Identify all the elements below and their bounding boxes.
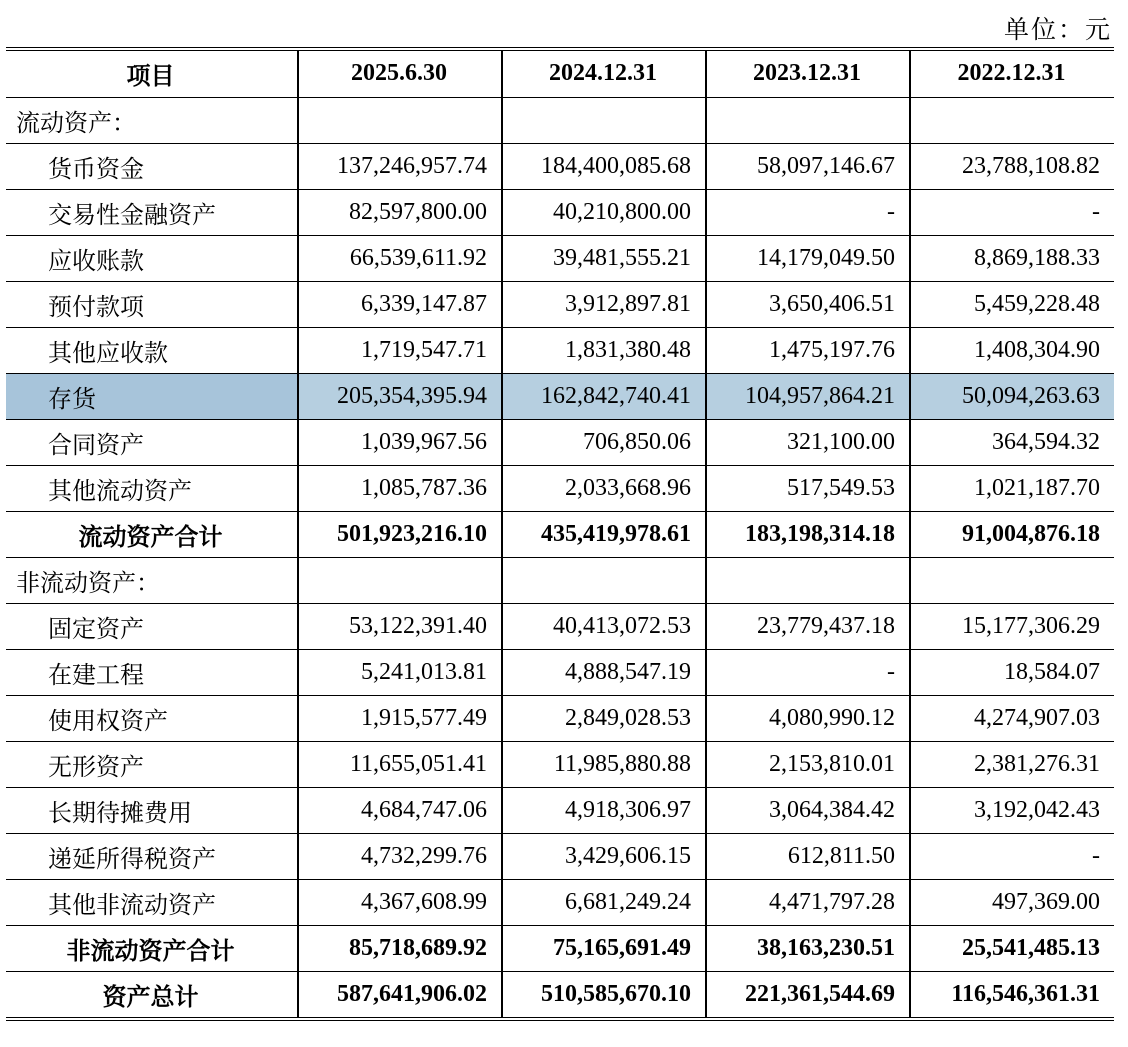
section-row bbox=[6, 557, 1114, 603]
cell-value: 2,849,028.53 bbox=[502, 695, 706, 741]
cell-value: 137,246,957.74 bbox=[298, 143, 502, 189]
cell-value: 75,165,691.49 bbox=[502, 925, 706, 971]
cell-value: 1,039,967.56 bbox=[298, 419, 502, 465]
cell-value: 1,475,197.76 bbox=[706, 327, 910, 373]
cell-value: 66,539,611.92 bbox=[298, 235, 502, 281]
table-body bbox=[6, 97, 1114, 1017]
cell-value: 18,584.07 bbox=[910, 649, 1114, 695]
table-row bbox=[6, 787, 1114, 833]
header-period: 2025.6.30 bbox=[298, 51, 502, 97]
cell-value: 3,650,406.51 bbox=[706, 281, 910, 327]
cell-value: 612,811.50 bbox=[706, 833, 910, 879]
cell-value: 1,021,187.70 bbox=[910, 465, 1114, 511]
cell-value: 510,585,670.10 bbox=[502, 971, 706, 1017]
cell-value: 3,912,897.81 bbox=[502, 281, 706, 327]
cell-value: - bbox=[706, 649, 910, 695]
row-label: 货币资金 bbox=[6, 143, 298, 189]
cell-value: 6,339,147.87 bbox=[298, 281, 502, 327]
cell-value: 5,459,228.48 bbox=[910, 281, 1114, 327]
header-period: 2022.12.31 bbox=[910, 51, 1114, 97]
cell-value: 38,163,230.51 bbox=[706, 925, 910, 971]
row-label: 应收账款 bbox=[6, 235, 298, 281]
row-label: 固定资产 bbox=[6, 603, 298, 649]
cell-value bbox=[502, 97, 706, 143]
cell-value: 435,419,978.61 bbox=[502, 511, 706, 557]
cell-value: 3,064,384.42 bbox=[706, 787, 910, 833]
row-label: 在建工程 bbox=[6, 649, 298, 695]
cell-value: 2,153,810.01 bbox=[706, 741, 910, 787]
cell-value: 1,831,380.48 bbox=[502, 327, 706, 373]
row-label: 合同资产 bbox=[6, 419, 298, 465]
cell-value: 14,179,049.50 bbox=[706, 235, 910, 281]
row-label: 长期待摊费用 bbox=[6, 787, 298, 833]
cell-value: 11,985,880.88 bbox=[502, 741, 706, 787]
table-row bbox=[6, 649, 1114, 695]
cell-value: 1,915,577.49 bbox=[298, 695, 502, 741]
table-row bbox=[6, 695, 1114, 741]
table-row bbox=[6, 741, 1114, 787]
cell-value bbox=[502, 557, 706, 603]
cell-value: 4,471,797.28 bbox=[706, 879, 910, 925]
row-label: 资产总计 bbox=[6, 971, 298, 1017]
cell-value: 517,549.53 bbox=[706, 465, 910, 511]
cell-value: 4,732,299.76 bbox=[298, 833, 502, 879]
cell-value: 23,788,108.82 bbox=[910, 143, 1114, 189]
cell-value: 205,354,395.94 bbox=[298, 373, 502, 419]
table-row bbox=[6, 235, 1114, 281]
header-period: 2023.12.31 bbox=[706, 51, 910, 97]
table-row bbox=[6, 143, 1114, 189]
cell-value: - bbox=[910, 833, 1114, 879]
cell-value bbox=[910, 97, 1114, 143]
cell-value: 4,274,907.03 bbox=[910, 695, 1114, 741]
cell-value: 8,869,188.33 bbox=[910, 235, 1114, 281]
balance-sheet-table-wrapper bbox=[6, 47, 1114, 1021]
table-row bbox=[6, 419, 1114, 465]
balance-sheet-table bbox=[6, 51, 1114, 1017]
header-period: 2024.12.31 bbox=[502, 51, 706, 97]
cell-value: 501,923,216.10 bbox=[298, 511, 502, 557]
row-label: 无形资产 bbox=[6, 741, 298, 787]
cell-value: 162,842,740.41 bbox=[502, 373, 706, 419]
row-label: 预付款项 bbox=[6, 281, 298, 327]
header-row bbox=[6, 51, 1114, 97]
cell-value: 706,850.06 bbox=[502, 419, 706, 465]
cell-value: 4,684,747.06 bbox=[298, 787, 502, 833]
cell-value: 23,779,437.18 bbox=[706, 603, 910, 649]
row-label: 存货 bbox=[6, 373, 298, 419]
cell-value: 4,367,608.99 bbox=[298, 879, 502, 925]
total-row bbox=[6, 511, 1114, 557]
section-row bbox=[6, 97, 1114, 143]
cell-value: 5,241,013.81 bbox=[298, 649, 502, 695]
cell-value bbox=[706, 557, 910, 603]
cell-value: 1,085,787.36 bbox=[298, 465, 502, 511]
cell-value: 58,097,146.67 bbox=[706, 143, 910, 189]
table-row bbox=[6, 327, 1114, 373]
cell-value: - bbox=[706, 189, 910, 235]
cell-value bbox=[706, 97, 910, 143]
cell-value: 15,177,306.29 bbox=[910, 603, 1114, 649]
header-item: 项目 bbox=[126, 64, 175, 91]
cell-value: 53,122,391.40 bbox=[298, 603, 502, 649]
cell-value: 4,080,990.12 bbox=[706, 695, 910, 741]
cell-value bbox=[910, 557, 1114, 603]
table-row bbox=[6, 833, 1114, 879]
cell-value: 1,719,547.71 bbox=[298, 327, 502, 373]
row-label: 流动资产： bbox=[6, 97, 298, 143]
cell-value: 321,100.00 bbox=[706, 419, 910, 465]
row-label: 流动资产合计 bbox=[6, 511, 298, 557]
cell-value: 116,546,361.31 bbox=[910, 971, 1114, 1017]
cell-value: 3,429,606.15 bbox=[502, 833, 706, 879]
cell-value: 39,481,555.21 bbox=[502, 235, 706, 281]
table-row bbox=[6, 465, 1114, 511]
cell-value: 183,198,314.18 bbox=[706, 511, 910, 557]
cell-value: 497,369.00 bbox=[910, 879, 1114, 925]
cell-value bbox=[298, 557, 502, 603]
row-label: 使用权资产 bbox=[6, 695, 298, 741]
table-row bbox=[6, 281, 1114, 327]
cell-value: 364,594.32 bbox=[910, 419, 1114, 465]
row-label: 交易性金融资产 bbox=[6, 189, 298, 235]
total-row bbox=[6, 925, 1114, 971]
cell-value: 104,957,864.21 bbox=[706, 373, 910, 419]
table-row bbox=[6, 189, 1114, 235]
row-label: 非流动资产合计 bbox=[6, 925, 298, 971]
cell-value: 25,541,485.13 bbox=[910, 925, 1114, 971]
table-row bbox=[6, 603, 1114, 649]
cell-value: 184,400,085.68 bbox=[502, 143, 706, 189]
row-label: 其他非流动资产 bbox=[6, 879, 298, 925]
row-label: 其他应收款 bbox=[6, 327, 298, 373]
cell-value: 11,655,051.41 bbox=[298, 741, 502, 787]
total-row bbox=[6, 971, 1114, 1017]
cell-value: 2,033,668.96 bbox=[502, 465, 706, 511]
cell-value: 82,597,800.00 bbox=[298, 189, 502, 235]
cell-value: 3,192,042.43 bbox=[910, 787, 1114, 833]
cell-value: - bbox=[910, 189, 1114, 235]
table-row bbox=[6, 879, 1114, 925]
cell-value: 91,004,876.18 bbox=[910, 511, 1114, 557]
table-row bbox=[6, 373, 1114, 419]
cell-value: 4,888,547.19 bbox=[502, 649, 706, 695]
cell-value: 1,408,304.90 bbox=[910, 327, 1114, 373]
cell-value: 6,681,249.24 bbox=[502, 879, 706, 925]
cell-value: 40,413,072.53 bbox=[502, 603, 706, 649]
cell-value: 4,918,306.97 bbox=[502, 787, 706, 833]
cell-value: 50,094,263.63 bbox=[910, 373, 1114, 419]
cell-value bbox=[298, 97, 502, 143]
cell-value: 2,381,276.31 bbox=[910, 741, 1114, 787]
row-label: 递延所得税资产 bbox=[6, 833, 298, 879]
row-label: 其他流动资产 bbox=[6, 465, 298, 511]
cell-value: 40,210,800.00 bbox=[502, 189, 706, 235]
unit-label: 单位：元 bbox=[1003, 15, 1112, 44]
cell-value: 85,718,689.92 bbox=[298, 925, 502, 971]
cell-value: 221,361,544.69 bbox=[706, 971, 910, 1017]
row-label: 非流动资产： bbox=[6, 557, 298, 603]
cell-value: 587,641,906.02 bbox=[298, 971, 502, 1017]
